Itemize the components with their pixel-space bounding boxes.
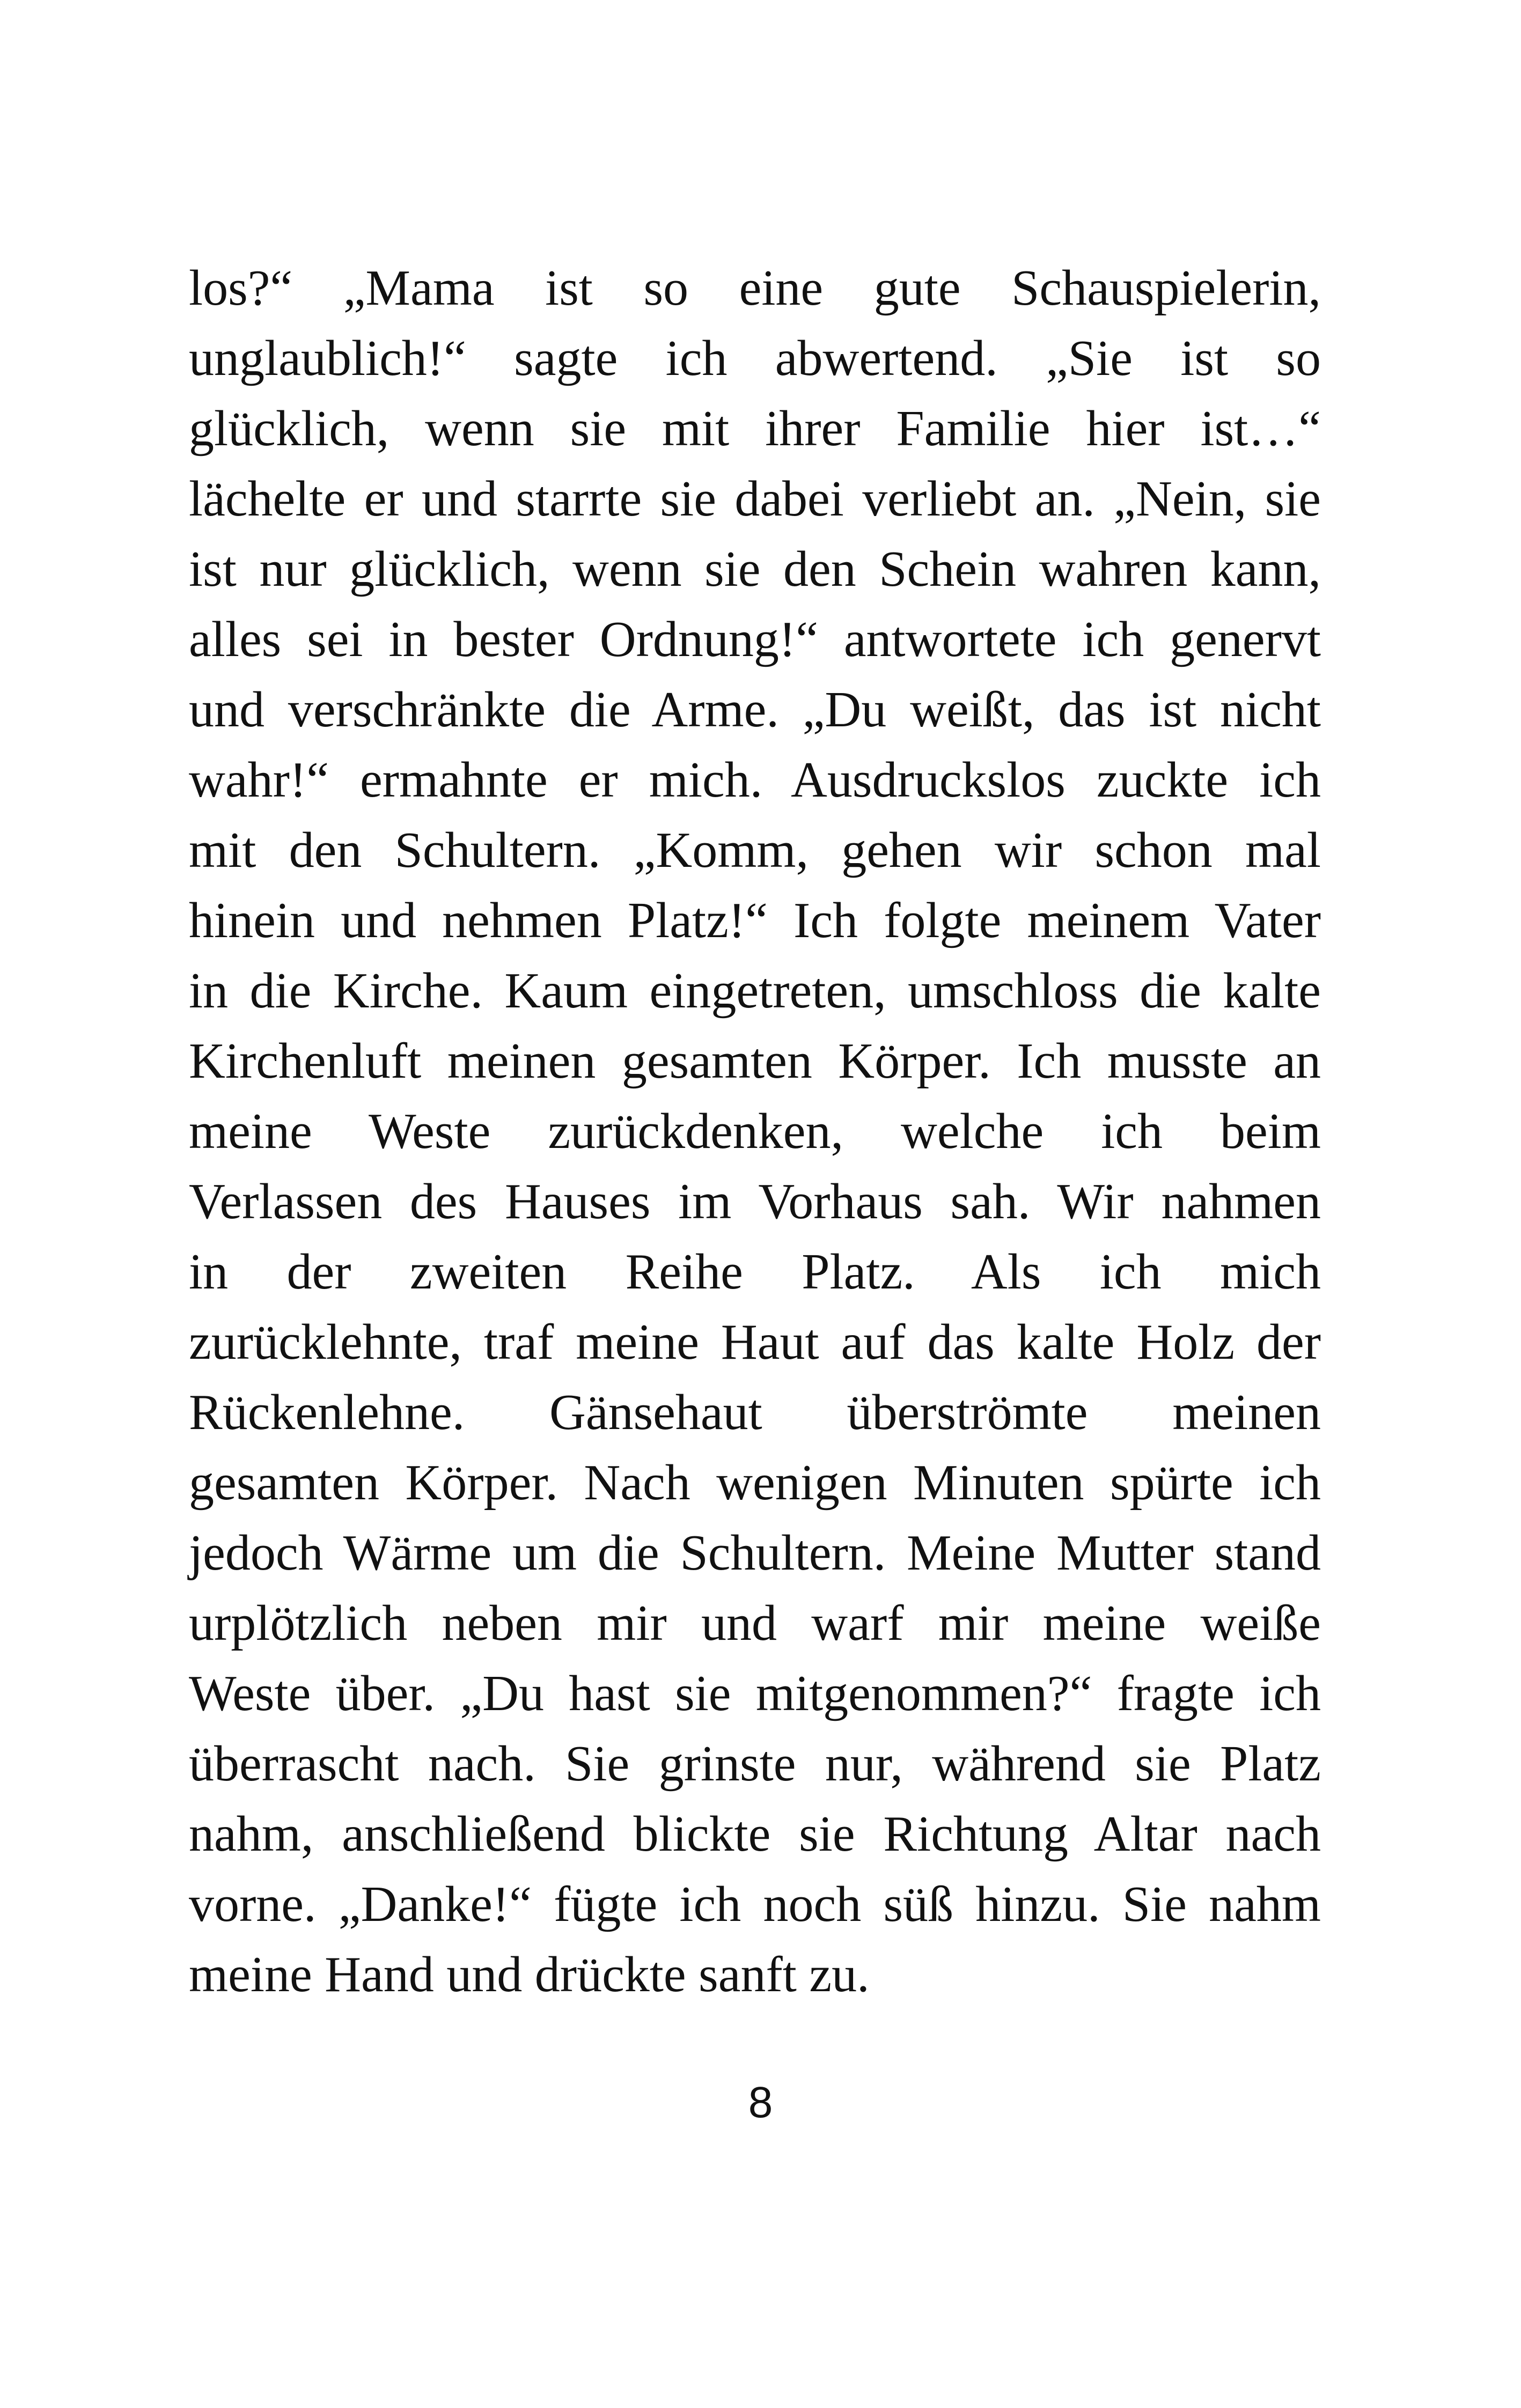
text-line: mit den Schultern. „Komm, gehen wir schon mal (189, 822, 1321, 878)
text-line: und verschränkte die Arme. „Du weißt, das ist nicht (189, 682, 1321, 738)
text-line: glücklich, wenn sie mit ihrer Familie hier ist…“ (189, 401, 1321, 456)
text-line: wahr!“ ermahnte er mich. Ausdruckslos zuckte ich (189, 752, 1321, 808)
text-line-last: meine Hand und drückte sanft zu. (189, 1947, 870, 2002)
text-line: Weste über. „Du hast sie mitgenommen?“ fragte ich (189, 1666, 1321, 1721)
text-line: in der zweiten Reihe Platz. Als ich mich (189, 1244, 1321, 1300)
text-line: alles sei in bester Ordnung!“ antwortete ich genervt (189, 612, 1321, 667)
text-line: jedoch Wärme um die Schultern. Meine Mutter stand (189, 1525, 1321, 1581)
text-line: zurücklehnte, traf meine Haut auf das kalte Holz der (189, 1314, 1321, 1370)
body-text (189, 253, 1321, 2010)
text-line: nahm, anschließend blickte sie Richtung Altar nach (189, 1806, 1321, 1862)
text-line: unglaublich!“ sagte ich abwertend. „Sie ist so (189, 330, 1321, 386)
text-line: gesamten Körper. Nach wenigen Minuten spürte ich (189, 1455, 1321, 1511)
text-line: hinein und nehmen Platz!“ Ich folgte meinem Vater (189, 893, 1321, 948)
text-line: ist nur glücklich, wenn sie den Schein wahren kann, (189, 541, 1321, 597)
text-line: überrascht nach. Sie grinste nur, während sie Platz (189, 1736, 1321, 1792)
text-line: Verlassen des Hauses im Vorhaus sah. Wir nahmen (189, 1174, 1321, 1229)
text-line: Rückenlehne. Gänsehaut überströmte meinen (189, 1385, 1321, 1440)
text-line: Kirchenluft meinen gesamten Körper. Ich musste an (189, 1033, 1321, 1089)
text-line: los?“ „Mama ist so eine gute Schauspielerin, (189, 260, 1321, 316)
text-line: in die Kirche. Kaum eingetreten, umschloss die kalte (189, 963, 1321, 1019)
text-line: urplötzlich neben mir und warf mir meine weiße (189, 1595, 1321, 1651)
text-line: meine Weste zurückdenken, welche ich beim (189, 1103, 1321, 1159)
text-line: vorne. „Danke!“ fügte ich noch süß hinzu. Sie nahm (189, 1876, 1321, 1932)
page-number: 8 (748, 2078, 773, 2127)
text-line: lächelte er und starrte sie dabei verliebt an. „Nein, sie (189, 471, 1321, 527)
